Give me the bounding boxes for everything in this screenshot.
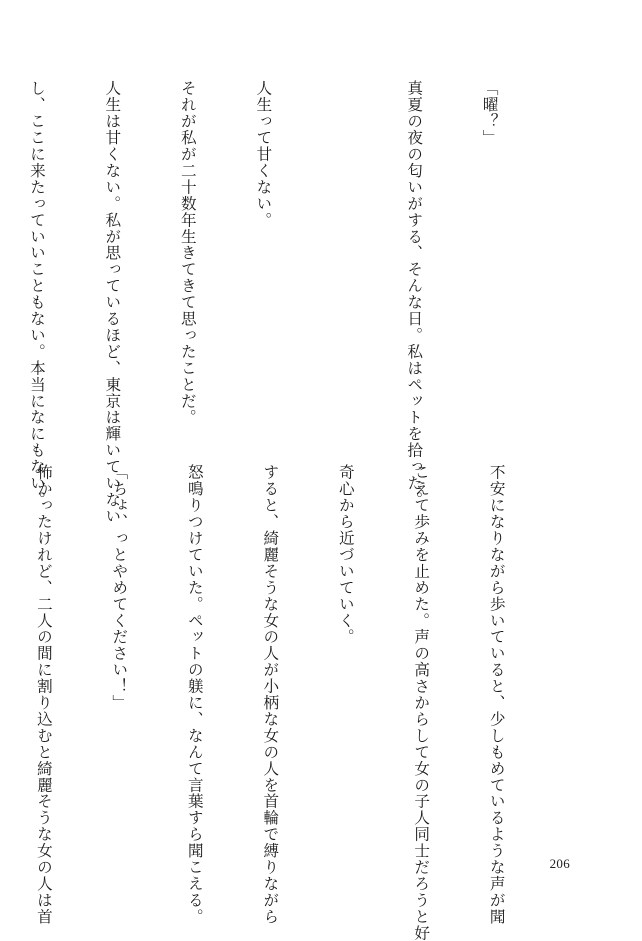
blank-line xyxy=(326,80,351,448)
upper-text-block xyxy=(27,80,552,525)
text-line: それが私が二十数年生きてきて思ったことだ。 xyxy=(178,80,197,426)
text-line: 真夏の夜の匂いがする、そんな日。私はペットを拾った。 xyxy=(405,80,424,508)
text-line: 「ちょ、っとやめてください！」 xyxy=(110,464,129,711)
text-line: 怒鳴りつけていた。ペットの躾に、なんて言葉すら聞こえる。 xyxy=(185,464,204,925)
text-line: 怖かったけれど、二人の間に割り込むと綺麗そうな女の人は首 xyxy=(34,464,53,925)
text-line: 奇心から近づいていく。 xyxy=(336,464,355,645)
page-number: 206 xyxy=(549,856,570,871)
text-line: 人生って甘くない。 xyxy=(254,80,273,229)
text-line: 「曜？」 xyxy=(480,80,499,146)
text-line: こえて歩みを止めた。声の高さからして女の子人同士だろうと好 xyxy=(412,464,431,941)
text-line: し、ここに来たっていいこともない。本当になにもない。 xyxy=(27,80,46,508)
lower-text-block xyxy=(34,464,559,941)
text-line: すると、綺麗そうな女の人が小柄な女の人を首輪で縛りながら xyxy=(261,464,280,925)
text-line: 人生は甘くない。私が思っているほど、東京は輝いていない xyxy=(103,80,122,525)
text-line: 不安になりながら歩いていると、少しもめているような声が聞 xyxy=(487,464,506,925)
